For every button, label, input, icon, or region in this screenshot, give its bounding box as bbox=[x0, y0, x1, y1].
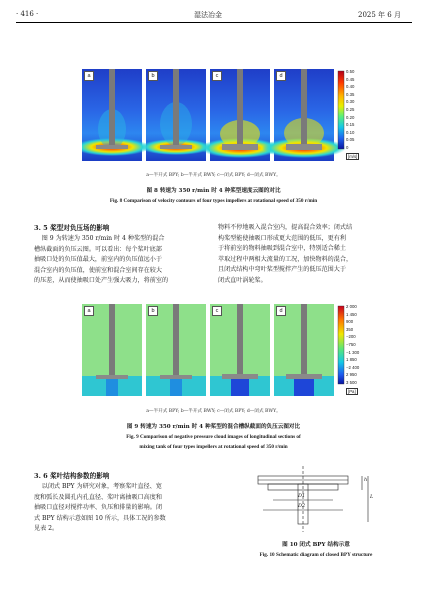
panel-label-d: d bbox=[276, 71, 286, 81]
section-3-6-text: 以闭式 BPY 为研究对象，考察桨叶直径、宽 度和弧长及圆孔内孔直径、桨叶离抽吸口高度和 抽吸口直径对搅拌功率、负压和排量的影响。闭 式 BPY 结构示意如图 10 所示，具体工况的参数 见表 2。 bbox=[34, 483, 166, 533]
pressure-colorbar-tick-8: −2 400 bbox=[346, 364, 360, 370]
panel-label-b: b bbox=[148, 71, 158, 81]
velocity-colorbar-tick-0: 0.50 bbox=[346, 69, 355, 74]
panel-label-d: d bbox=[276, 306, 286, 316]
figure-9-graphic bbox=[82, 304, 352, 396]
figure-9-caption-en-line2: mixing tank of four types impellers at rotational speed of 350 r/min bbox=[139, 444, 288, 450]
pressure-colorbar-tick-7: 1 850 bbox=[346, 357, 357, 363]
panel-label-b: b bbox=[148, 306, 158, 316]
pressure-panel-d bbox=[274, 304, 334, 396]
panel-label-c: c bbox=[212, 306, 222, 316]
velocity-colorbar-tick-10: 0 bbox=[346, 145, 349, 150]
pressure-colorbar-tick-3: 350 bbox=[346, 326, 354, 332]
figure-10-caption-en: Fig. 10 Schematic diagram of closed BPY structure bbox=[259, 552, 373, 558]
pressure-panel-a bbox=[82, 304, 142, 396]
issue-date: 2025 年 6 月 bbox=[358, 11, 401, 19]
figure-8-caption-en: Fig. 8 Comparison of velocity contours of four types impellers at rotational speed of 350 r/min bbox=[109, 198, 318, 204]
pressure-colorbar-tick-6: −1 300 bbox=[346, 349, 360, 355]
figure-9 bbox=[82, 304, 352, 396]
pressure-panel-c bbox=[210, 304, 270, 396]
velocity-colorbar-tick-8: 0.10 bbox=[346, 129, 355, 135]
panel-label-a: a bbox=[84, 71, 94, 81]
figure-10 bbox=[228, 466, 404, 532]
dimension-label-h: h bbox=[364, 477, 368, 483]
pressure-panel-b bbox=[146, 304, 206, 396]
pressure-colorbar-tick-9: 2 950 bbox=[346, 372, 357, 378]
header-rule bbox=[16, 22, 412, 23]
figure-8-subtitle: a—半开式 BPY; b—半开式 BWY; c—闭式 BPY; d—闭式 BWY。 bbox=[146, 173, 281, 178]
velocity-colorbar-tick-5: 0.25 bbox=[346, 107, 355, 112]
pressure-colorbar-tick-1: 1 450 bbox=[346, 311, 357, 317]
section-3-5-right-column: 物料不停地吸入混合室内，提高混合效率；闭式结 构桨型能使抽吸口形成更大范围的低压，更有利 于将前室的物料抽吸到混合室中，特别适合稀土 萃取过程中两相大流量的工况，加快物料的混合， 且闭式结构中弯叶桨型搅拌产生的低压范围大于 闭式直叶涡轮桨。 bbox=[218, 224, 353, 284]
journal-name: 湿法冶金 bbox=[194, 11, 222, 19]
pressure-colorbar bbox=[338, 306, 344, 384]
velocity-colorbar-tick-1: 0.45 bbox=[346, 76, 355, 82]
velocity-colorbar-unit: [m/s] bbox=[348, 154, 358, 159]
figure-10-schematic bbox=[228, 466, 404, 532]
velocity-colorbar-tick-7: 0.15 bbox=[346, 122, 355, 128]
pressure-colorbar-tick-4: −200 bbox=[346, 334, 356, 340]
velocity-colorbar-tick-6: 0.20 bbox=[346, 114, 355, 120]
figure-9-caption-zh: 图 9 转速为 350 r/min 时 4 种桨型的混合槽纵截面的负压云图对比 bbox=[126, 424, 301, 430]
figure-10-caption-zh: 图 10 闭式 BPY 结构示意 bbox=[282, 542, 350, 548]
page-number: · 416 · bbox=[16, 10, 39, 18]
panel-label-c: c bbox=[212, 71, 222, 81]
figure-8-caption-zh: 图 8 转速为 350 r/min 时 4 种桨型速度云图的对比 bbox=[146, 188, 281, 194]
pressure-colorbar-tick-10: 3 500 bbox=[346, 380, 357, 385]
velocity-panel-d bbox=[262, 69, 349, 161]
section-3-6-heading: 3. 6 桨叶结构参数的影响 bbox=[34, 472, 110, 480]
velocity-colorbar-tick-4: 0.30 bbox=[346, 99, 355, 105]
pressure-colorbar-unit: [Pa] bbox=[348, 389, 356, 394]
figure-9-subtitle: a—半开式 BPY; b—半开式 BWY; c—闭式 BPY; d—闭式 BWY。 bbox=[146, 409, 281, 414]
pressure-colorbar-tick-5: −750 bbox=[346, 342, 356, 347]
dimension-label-l: L bbox=[370, 494, 374, 500]
panel-label-a: a bbox=[84, 306, 94, 316]
velocity-panel-a bbox=[82, 69, 150, 161]
velocity-colorbar bbox=[338, 71, 344, 149]
pressure-colorbar-tick-0: 2 000 bbox=[346, 304, 357, 309]
section-3-5-heading: 3. 5 桨型对负压场的影响 bbox=[34, 224, 110, 232]
dimension-label-d1: D1 bbox=[298, 493, 306, 499]
velocity-colorbar-tick-3: 0.35 bbox=[346, 91, 355, 97]
figure-9-caption-en-line1: Fig. 9 Comparison of negative pressure cloud images of longitudinal sections of bbox=[126, 434, 301, 440]
section-3-5-left-column: 图 9 为转速为 350 r/min 时 4 种桨型的混合 槽纵截面的负压云图。可以看出：每个桨叶底部 抽吸口处的负压值最大，前室内的负压值远小于 混合室内的负压值，使前室和混合室间存在较大 的压差，从而使抽吸口处产生强大吸力，将前室的 bbox=[34, 235, 169, 285]
dimension-label-d2: D2 bbox=[298, 503, 306, 509]
velocity-colorbar-tick-2: 0.40 bbox=[346, 84, 355, 90]
pressure-colorbar-tick-2: 900 bbox=[346, 319, 354, 325]
velocity-colorbar-tick-9: 0.05 bbox=[346, 137, 355, 143]
